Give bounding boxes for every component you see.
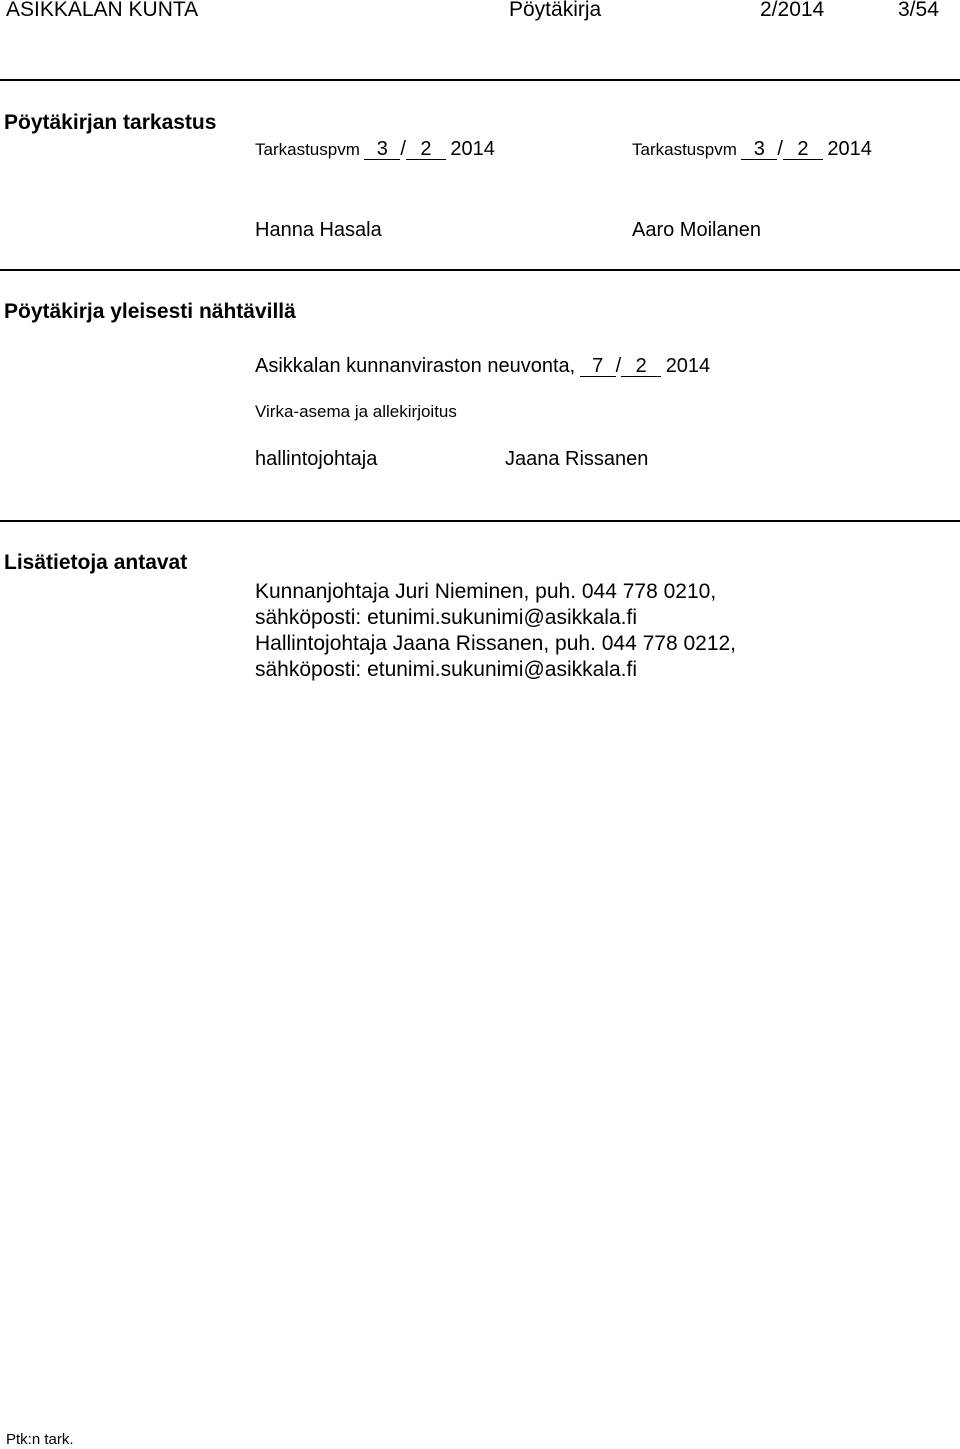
review-date-left [255, 137, 495, 161]
divider [0, 79, 960, 81]
public-day: 7 [580, 356, 616, 377]
review-year: 2014 [827, 138, 872, 160]
footer-note: Ptk:n tark. [6, 1431, 74, 1448]
review-date-label: Tarkastuspvm [255, 140, 360, 159]
divider [0, 520, 960, 522]
divider [0, 269, 960, 271]
public-place: Asikkalan kunnanviraston neuvonta, [255, 355, 576, 377]
review-day: 3 [364, 139, 400, 160]
contact-line: Kunnanjohtaja Juri Nieminen, puh. 044 778 0210, [255, 580, 717, 603]
review-date-right [632, 137, 872, 161]
review-month: 2 [783, 139, 823, 160]
page-number: 3/54 [898, 0, 939, 21]
document-type: Pöytäkirja [509, 0, 602, 21]
date-slash: / [777, 138, 783, 160]
public-year: 2014 [665, 355, 711, 377]
contact-line: sähköposti: etunimi.sukunimi@asikkala.fi [255, 658, 637, 681]
public-place-date [255, 354, 710, 378]
review-month: 2 [406, 139, 446, 160]
contact-line: Hallintojohtaja Jaana Rissanen, puh. 044 778 0212, [255, 632, 737, 655]
reviewer-right-name: Aaro Moilanen [632, 219, 761, 241]
org-name: ASIKKALAN KUNTA [6, 0, 199, 21]
review-year: 2014 [450, 138, 495, 160]
position-title: hallintojohtaja [255, 448, 378, 470]
date-slash: / [400, 138, 406, 160]
signer-name: Jaana Rissanen [505, 448, 649, 470]
review-day: 3 [741, 139, 777, 160]
position-label: Virka-asema ja allekirjoitus [255, 402, 457, 421]
date-slash: / [615, 355, 622, 377]
reviewer-left-name: Hanna Hasala [255, 219, 382, 241]
review-heading: Pöytäkirjan tarkastus [4, 111, 217, 134]
public-month: 2 [621, 356, 661, 377]
contact-heading: Lisätietoja antavat [4, 551, 188, 574]
public-heading: Pöytäkirja yleisesti nähtävillä [4, 300, 296, 323]
review-date-label: Tarkastuspvm [632, 140, 737, 159]
contact-line: sähköposti: etunimi.sukunimi@asikkala.fi [255, 606, 637, 629]
meeting-number: 2/2014 [760, 0, 825, 21]
